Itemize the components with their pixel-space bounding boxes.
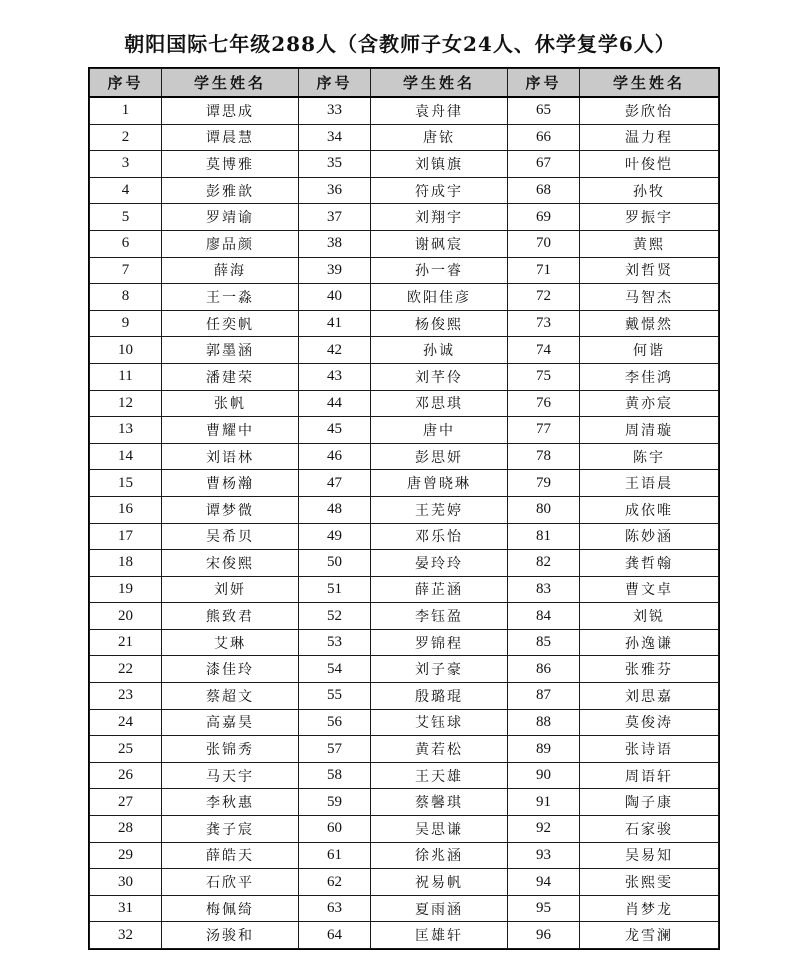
table-row <box>90 550 719 577</box>
student-number: 42 <box>299 337 371 364</box>
student-number: 76 <box>508 390 580 417</box>
student-name: 彭雅歆 <box>162 177 299 204</box>
student-number: 39 <box>299 257 371 284</box>
student-number: 94 <box>508 869 580 896</box>
student-name: 谢砜宸 <box>371 230 508 257</box>
student-number: 10 <box>90 337 162 364</box>
student-number: 91 <box>508 789 580 816</box>
student-name: 殷璐琨 <box>371 683 508 710</box>
student-number: 55 <box>299 683 371 710</box>
student-name: 刘妍 <box>162 576 299 603</box>
table-row <box>90 709 719 736</box>
student-name: 周语轩 <box>580 762 719 789</box>
student-name: 梅佩绮 <box>162 895 299 922</box>
student-number: 8 <box>90 284 162 311</box>
table-row <box>90 337 719 364</box>
student-number: 82 <box>508 550 580 577</box>
student-number: 90 <box>508 762 580 789</box>
student-name: 漆佳玲 <box>162 656 299 683</box>
table-row <box>90 629 719 656</box>
student-number: 38 <box>299 230 371 257</box>
table-row <box>90 390 719 417</box>
student-number: 7 <box>90 257 162 284</box>
student-name: 高嘉昊 <box>162 709 299 736</box>
student-number: 66 <box>508 124 580 151</box>
student-number: 41 <box>299 310 371 337</box>
student-number: 85 <box>508 629 580 656</box>
student-name: 戴憬然 <box>580 310 719 337</box>
student-name: 张锦秀 <box>162 736 299 763</box>
student-number: 49 <box>299 523 371 550</box>
student-number: 57 <box>299 736 371 763</box>
student-number: 79 <box>508 470 580 497</box>
table-row <box>90 124 719 151</box>
student-name: 艾钰球 <box>371 709 508 736</box>
student-name: 匡雄轩 <box>371 922 508 949</box>
table-row <box>90 363 719 390</box>
student-name: 杨俊熙 <box>371 310 508 337</box>
table-row <box>90 230 719 257</box>
student-name: 王天雄 <box>371 762 508 789</box>
student-name: 孙逸谦 <box>580 629 719 656</box>
student-name: 孙牧 <box>580 177 719 204</box>
table-row <box>90 417 719 444</box>
student-number: 44 <box>299 390 371 417</box>
student-number: 93 <box>508 842 580 869</box>
student-name: 袁舟律 <box>371 97 508 124</box>
student-number: 59 <box>299 789 371 816</box>
student-name: 王一淼 <box>162 284 299 311</box>
student-name: 薛海 <box>162 257 299 284</box>
student-number: 45 <box>299 417 371 444</box>
table-row <box>90 816 719 843</box>
student-number: 65 <box>508 97 580 124</box>
student-name: 罗锦程 <box>371 629 508 656</box>
student-name: 吴易知 <box>580 842 719 869</box>
student-number: 95 <box>508 895 580 922</box>
student-number: 26 <box>90 762 162 789</box>
student-number: 87 <box>508 683 580 710</box>
student-name: 何谐 <box>580 337 719 364</box>
page-title: 朝阳国际七年级288人（含教师子女24人、休学复学6人） <box>124 32 676 56</box>
student-name: 肖梦龙 <box>580 895 719 922</box>
table-row <box>90 523 719 550</box>
table-header-row <box>90 69 719 98</box>
student-name: 符成宇 <box>371 177 508 204</box>
student-name: 刘翔宇 <box>371 204 508 231</box>
student-number: 50 <box>299 550 371 577</box>
student-number: 84 <box>508 603 580 630</box>
table-row <box>90 736 719 763</box>
student-name: 谭梦微 <box>162 496 299 523</box>
table-row <box>90 789 719 816</box>
student-number: 80 <box>508 496 580 523</box>
student-number: 14 <box>90 443 162 470</box>
student-number: 88 <box>508 709 580 736</box>
student-number: 5 <box>90 204 162 231</box>
student-name: 吴希贝 <box>162 523 299 550</box>
table-row <box>90 869 719 896</box>
student-number: 56 <box>299 709 371 736</box>
student-name: 艾琳 <box>162 629 299 656</box>
table-row <box>90 656 719 683</box>
student-name: 祝易帆 <box>371 869 508 896</box>
student-number: 17 <box>90 523 162 550</box>
student-number: 53 <box>299 629 371 656</box>
student-number: 74 <box>508 337 580 364</box>
student-number: 96 <box>508 922 580 949</box>
student-name: 张诗语 <box>580 736 719 763</box>
student-number: 33 <box>299 97 371 124</box>
student-number: 46 <box>299 443 371 470</box>
student-name: 汤骏和 <box>162 922 299 949</box>
student-name: 夏雨涵 <box>371 895 508 922</box>
student-number: 60 <box>299 816 371 843</box>
student-number: 51 <box>299 576 371 603</box>
student-name: 张熙雯 <box>580 869 719 896</box>
student-name: 郭墨涵 <box>162 337 299 364</box>
student-number: 73 <box>508 310 580 337</box>
student-roster-table <box>89 68 719 949</box>
student-name: 蔡馨琪 <box>371 789 508 816</box>
student-number: 15 <box>90 470 162 497</box>
student-name: 莫俊涛 <box>580 709 719 736</box>
student-number: 68 <box>508 177 580 204</box>
student-name: 刘镇旗 <box>371 151 508 178</box>
student-name: 刘芊伶 <box>371 363 508 390</box>
student-name: 罗振宇 <box>580 204 719 231</box>
table-row <box>90 257 719 284</box>
student-number: 69 <box>508 204 580 231</box>
student-number: 35 <box>299 151 371 178</box>
student-number: 36 <box>299 177 371 204</box>
student-number: 1 <box>90 97 162 124</box>
student-number: 52 <box>299 603 371 630</box>
student-number: 27 <box>90 789 162 816</box>
student-number: 12 <box>90 390 162 417</box>
student-name: 刘语林 <box>162 443 299 470</box>
student-name: 成依唯 <box>580 496 719 523</box>
student-name: 熊致君 <box>162 603 299 630</box>
student-number: 30 <box>90 869 162 896</box>
student-name: 李佳鸿 <box>580 363 719 390</box>
student-name: 孙一睿 <box>371 257 508 284</box>
student-name: 黄亦宸 <box>580 390 719 417</box>
student-number: 71 <box>508 257 580 284</box>
student-name: 张雅芬 <box>580 656 719 683</box>
student-number: 3 <box>90 151 162 178</box>
table-row <box>90 443 719 470</box>
student-name: 张帆 <box>162 390 299 417</box>
student-name: 石欣平 <box>162 869 299 896</box>
student-number: 40 <box>299 284 371 311</box>
student-name: 谭晨慧 <box>162 124 299 151</box>
student-number: 47 <box>299 470 371 497</box>
student-number: 72 <box>508 284 580 311</box>
student-name: 邓思琪 <box>371 390 508 417</box>
student-name: 邓乐怡 <box>371 523 508 550</box>
student-number: 78 <box>508 443 580 470</box>
student-name: 王语晨 <box>580 470 719 497</box>
table-row <box>90 895 719 922</box>
student-number: 61 <box>299 842 371 869</box>
table-row <box>90 310 719 337</box>
student-number: 89 <box>508 736 580 763</box>
student-name: 唐铱 <box>371 124 508 151</box>
student-number: 70 <box>508 230 580 257</box>
student-name: 刘思嘉 <box>580 683 719 710</box>
student-number: 9 <box>90 310 162 337</box>
student-number: 48 <box>299 496 371 523</box>
table-row <box>90 177 719 204</box>
student-name: 黄熙 <box>580 230 719 257</box>
student-number: 31 <box>90 895 162 922</box>
header-student-name: 学生姓名 <box>371 69 508 98</box>
student-number: 18 <box>90 550 162 577</box>
student-number: 29 <box>90 842 162 869</box>
student-name: 周清璇 <box>580 417 719 444</box>
student-name: 叶俊恺 <box>580 151 719 178</box>
student-name: 孙诚 <box>371 337 508 364</box>
student-name: 石家骏 <box>580 816 719 843</box>
student-number: 13 <box>90 417 162 444</box>
student-name: 温力程 <box>580 124 719 151</box>
student-name: 蔡超文 <box>162 683 299 710</box>
student-name: 龙雪澜 <box>580 922 719 949</box>
student-name: 欧阳佳彦 <box>371 284 508 311</box>
student-number: 92 <box>508 816 580 843</box>
student-name: 薛芷涵 <box>371 576 508 603</box>
student-name: 陈妙涵 <box>580 523 719 550</box>
student-number: 11 <box>90 363 162 390</box>
table-row <box>90 97 719 124</box>
student-name: 彭欣怡 <box>580 97 719 124</box>
student-number: 58 <box>299 762 371 789</box>
header-number: 序号 <box>90 69 162 98</box>
student-number: 83 <box>508 576 580 603</box>
student-name: 曹耀中 <box>162 417 299 444</box>
student-number: 75 <box>508 363 580 390</box>
student-name: 曹文卓 <box>580 576 719 603</box>
student-name: 唐中 <box>371 417 508 444</box>
student-name: 陈宇 <box>580 443 719 470</box>
student-name: 徐兆涵 <box>371 842 508 869</box>
student-number: 77 <box>508 417 580 444</box>
student-name: 吴思谦 <box>371 816 508 843</box>
student-number: 19 <box>90 576 162 603</box>
table-row <box>90 922 719 949</box>
student-number: 64 <box>299 922 371 949</box>
student-number: 25 <box>90 736 162 763</box>
student-number: 32 <box>90 922 162 949</box>
table-row <box>90 496 719 523</box>
student-number: 37 <box>299 204 371 231</box>
student-number: 16 <box>90 496 162 523</box>
student-name: 李秋惠 <box>162 789 299 816</box>
student-number: 6 <box>90 230 162 257</box>
header-number: 序号 <box>508 69 580 98</box>
student-name: 潘建荣 <box>162 363 299 390</box>
student-name: 唐曾晓琳 <box>371 470 508 497</box>
header-student-name: 学生姓名 <box>580 69 719 98</box>
student-name: 莫博雅 <box>162 151 299 178</box>
header-number: 序号 <box>299 69 371 98</box>
student-number: 28 <box>90 816 162 843</box>
student-number: 2 <box>90 124 162 151</box>
student-number: 24 <box>90 709 162 736</box>
table-row <box>90 204 719 231</box>
student-number: 63 <box>299 895 371 922</box>
student-name: 黄若松 <box>371 736 508 763</box>
student-name: 王芜婷 <box>371 496 508 523</box>
student-number: 20 <box>90 603 162 630</box>
student-number: 22 <box>90 656 162 683</box>
table-row <box>90 683 719 710</box>
student-number: 21 <box>90 629 162 656</box>
table-row <box>90 284 719 311</box>
student-name: 刘哲贤 <box>580 257 719 284</box>
student-number: 34 <box>299 124 371 151</box>
student-name: 曹杨瀚 <box>162 470 299 497</box>
student-name: 刘锐 <box>580 603 719 630</box>
student-name: 谭思成 <box>162 97 299 124</box>
student-name: 龚子宸 <box>162 816 299 843</box>
student-name: 马天宇 <box>162 762 299 789</box>
table-row <box>90 842 719 869</box>
student-name: 晏玲玲 <box>371 550 508 577</box>
student-number: 62 <box>299 869 371 896</box>
student-number: 43 <box>299 363 371 390</box>
student-number: 23 <box>90 683 162 710</box>
table-row <box>90 470 719 497</box>
student-name: 罗靖谕 <box>162 204 299 231</box>
student-name: 廖品颜 <box>162 230 299 257</box>
table-row <box>90 576 719 603</box>
student-name: 龚哲翰 <box>580 550 719 577</box>
student-number: 54 <box>299 656 371 683</box>
student-name: 刘子豪 <box>371 656 508 683</box>
table-row <box>90 603 719 630</box>
header-student-name: 学生姓名 <box>162 69 299 98</box>
student-name: 陶子康 <box>580 789 719 816</box>
table-row <box>90 762 719 789</box>
table-row <box>90 151 719 178</box>
student-number: 4 <box>90 177 162 204</box>
student-number: 86 <box>508 656 580 683</box>
student-name: 彭思妍 <box>371 443 508 470</box>
student-name: 李钰盈 <box>371 603 508 630</box>
student-name: 任奕帆 <box>162 310 299 337</box>
student-name: 薛皓天 <box>162 842 299 869</box>
student-number: 67 <box>508 151 580 178</box>
student-number: 81 <box>508 523 580 550</box>
student-name: 宋俊熙 <box>162 550 299 577</box>
student-name: 马智杰 <box>580 284 719 311</box>
